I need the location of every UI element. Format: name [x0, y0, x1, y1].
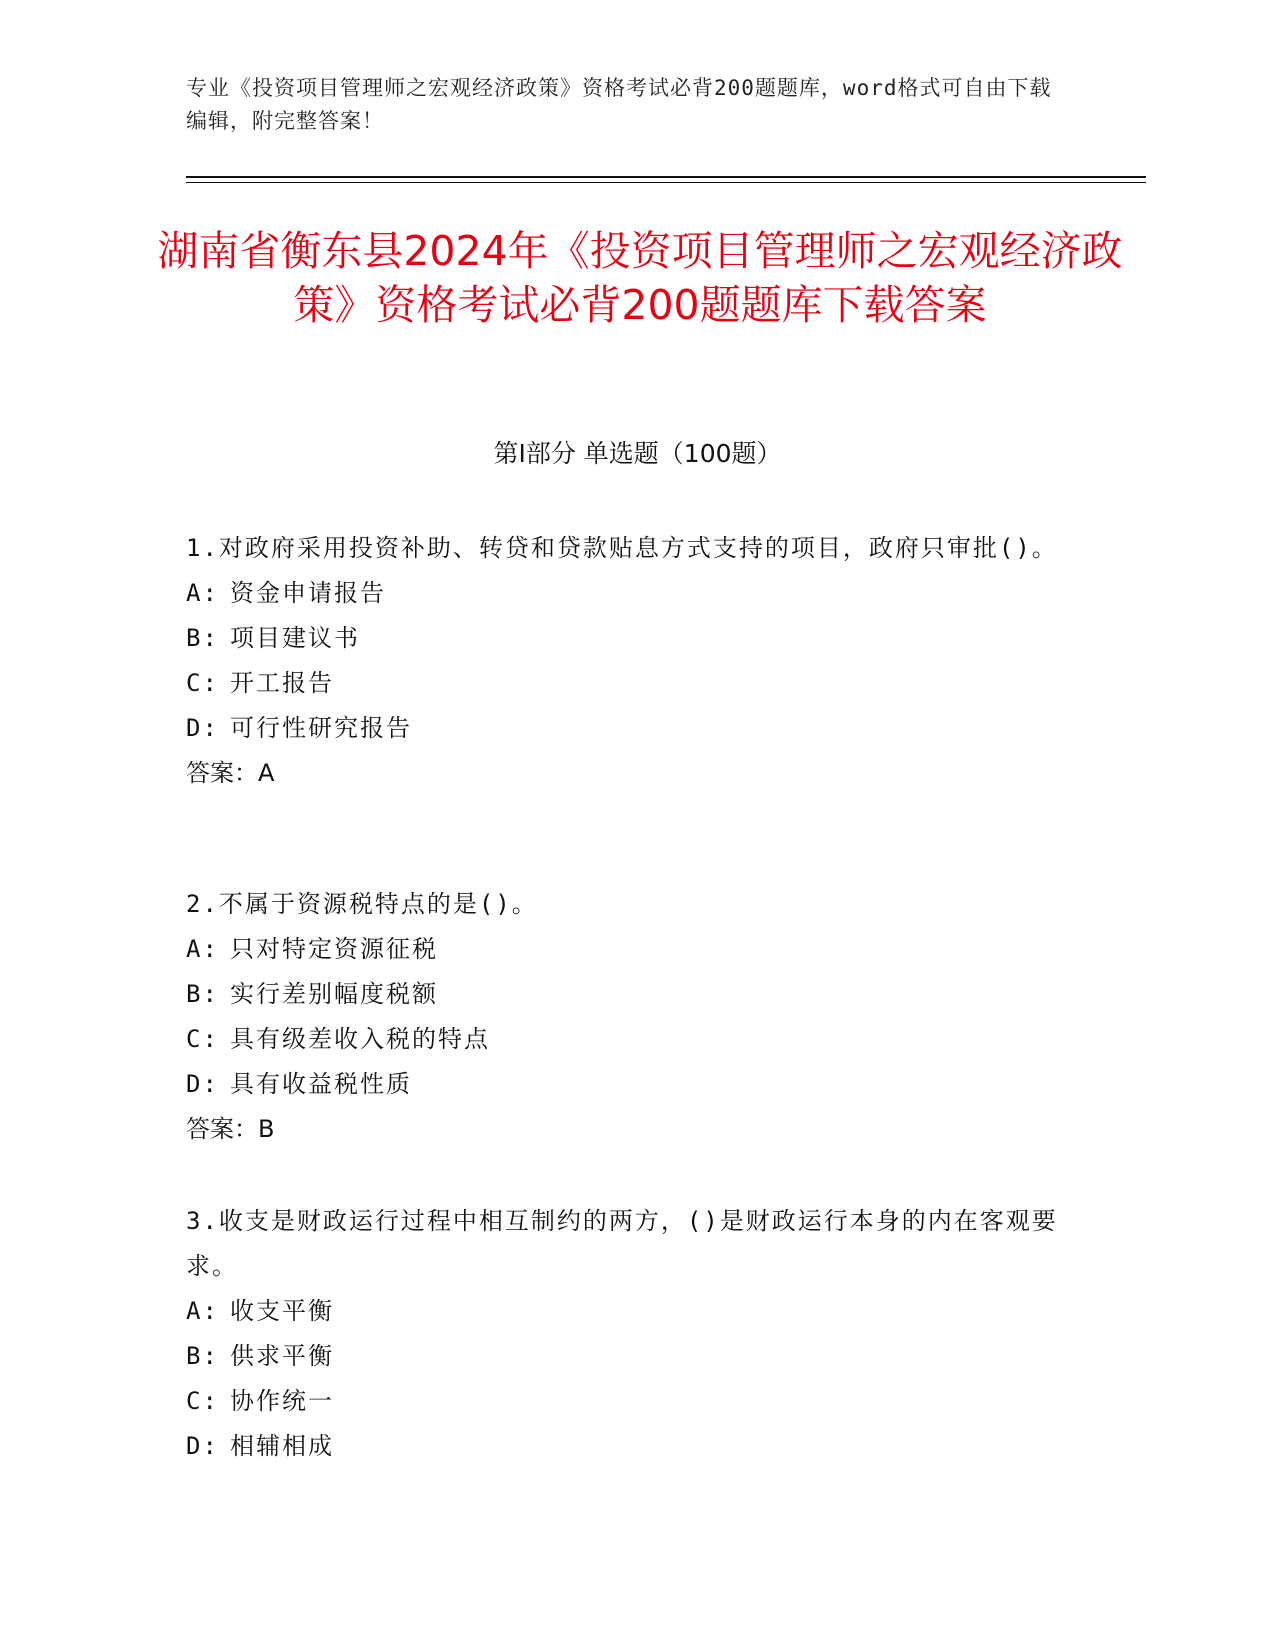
option-d	[186, 1424, 1066, 1469]
option-c	[186, 661, 1066, 706]
question-stem: 1.对政府采用投资补助、转贷和贷款贴息方式支持的项目，政府只审批()。	[186, 534, 1058, 562]
option-text: 协作统一	[230, 1387, 334, 1415]
header-rule-thin	[186, 182, 1146, 183]
option-key: B:	[186, 1342, 219, 1370]
option-a	[186, 1289, 1066, 1334]
option-text: 只对特定资源征税	[230, 935, 438, 963]
answer-line: 答案：B	[186, 1115, 275, 1143]
option-key: D:	[186, 714, 219, 742]
document-title: 湖南省衡东县2024年《投资项目管理师之宏观经济政策》资格考试必背200题题库下载答案	[157, 227, 1123, 329]
option-text: 开工报告	[230, 669, 334, 697]
question-3	[186, 1199, 1066, 1469]
option-key: C:	[186, 669, 219, 697]
option-text: 资金申请报告	[230, 579, 386, 607]
option-text: 相辅相成	[230, 1432, 334, 1460]
option-c	[186, 1017, 1066, 1062]
option-key: A:	[186, 579, 219, 607]
question-stem: 2.不属于资源税特点的是()。	[186, 890, 538, 918]
option-key: D:	[186, 1070, 219, 1098]
option-key: C:	[186, 1025, 219, 1053]
option-text: 具有级差收入税的特点	[230, 1025, 490, 1053]
option-a	[186, 571, 1066, 616]
option-key: D:	[186, 1432, 219, 1460]
option-key: B:	[186, 624, 219, 652]
option-d	[186, 1062, 1066, 1107]
option-text: 实行差别幅度税额	[230, 980, 438, 1008]
option-text: 具有收益税性质	[230, 1070, 412, 1098]
answer-line: 答案：A	[186, 759, 275, 787]
option-c	[186, 1379, 1066, 1424]
option-d	[186, 706, 1066, 751]
option-key: B:	[186, 980, 219, 1008]
option-text: 项目建议书	[230, 624, 360, 652]
option-key: C:	[186, 1387, 219, 1415]
option-b	[186, 972, 1066, 1017]
header-note: 专业《投资项目管理师之宏观经济政策》资格考试必背200题题库，word格式可自由下载编辑，附完整答案！	[186, 76, 1052, 133]
question-2	[186, 882, 1066, 1152]
option-key: A:	[186, 935, 219, 963]
option-text: 收支平衡	[230, 1297, 334, 1325]
option-key: A:	[186, 1297, 219, 1325]
option-a	[186, 927, 1066, 972]
option-text: 可行性研究报告	[230, 714, 412, 742]
option-text: 供求平衡	[230, 1342, 334, 1370]
question-1	[186, 526, 1066, 796]
question-stem: 3.收支是财政运行过程中相互制约的两方，()是财政运行本身的内在客观要求。	[186, 1207, 1058, 1280]
header-rule-thick	[186, 176, 1146, 178]
section-title: 第Ⅰ部分 单选题（100题）	[493, 439, 782, 468]
option-b	[186, 1334, 1066, 1379]
option-b	[186, 616, 1066, 661]
